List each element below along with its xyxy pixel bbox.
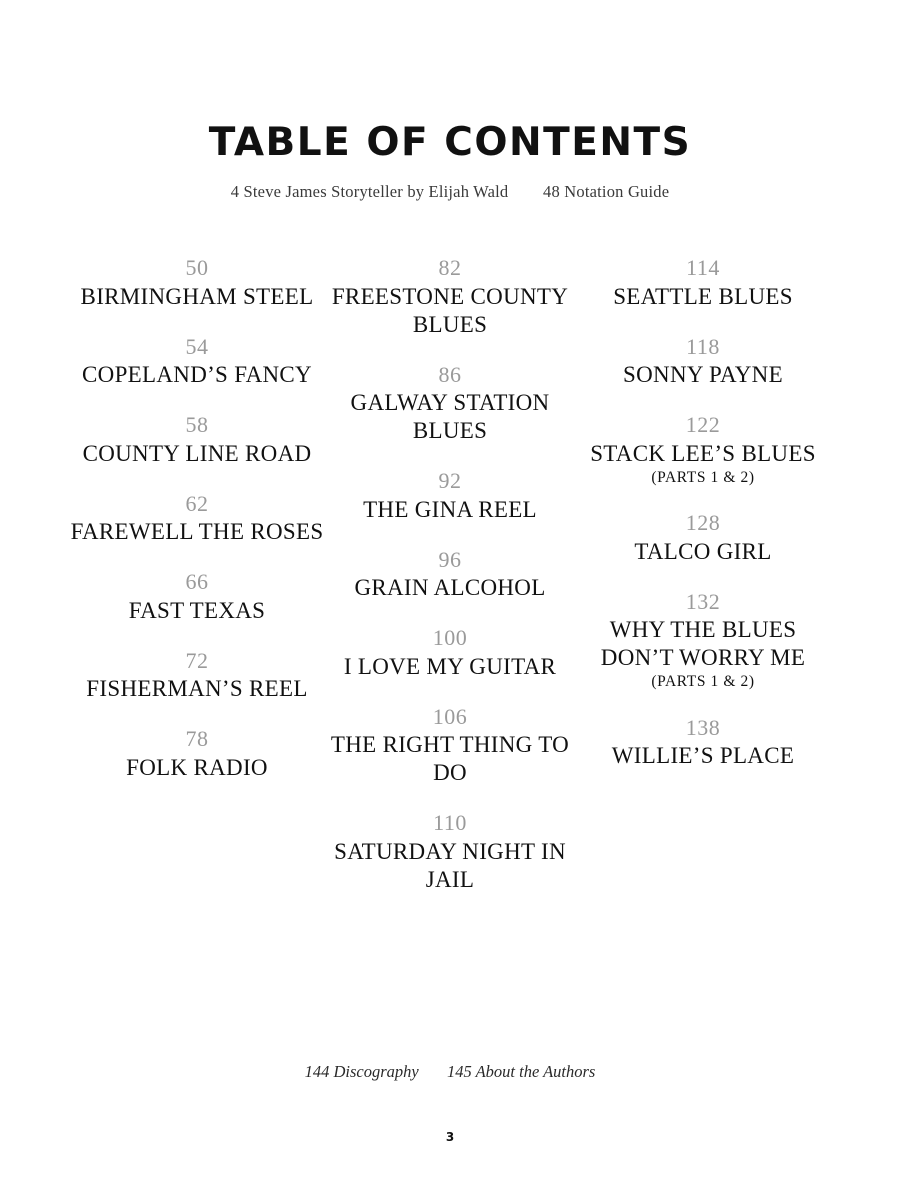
toc-entry-page: 138: [685, 714, 721, 740]
toc-columns: [0, 254, 900, 916]
toc-entry-page: 58: [185, 412, 209, 438]
toc-column-2: [324, 254, 577, 916]
toc-entry-title: SATURDAY NIGHT IN JAIL: [334, 838, 566, 892]
toc-entry[interactable]: [324, 361, 577, 446]
toc-entry-title: FAST TEXAS: [128, 597, 266, 623]
header-subline: [0, 182, 900, 202]
toc-entry[interactable]: [577, 411, 830, 487]
toc-column-3: [577, 254, 830, 793]
footer-note-right[interactable]: 145 About the Authors: [447, 1062, 596, 1081]
toc-entry-title: COPELAND’S FANCY: [82, 362, 312, 388]
toc-entry-page: 110: [433, 810, 467, 836]
toc-entry[interactable]: [324, 546, 577, 603]
toc-entry-title: GRAIN ALCOHOL: [354, 575, 546, 601]
toc-entry[interactable]: [71, 647, 324, 704]
toc-entry[interactable]: [324, 467, 577, 524]
toc-entry-page: 82: [438, 255, 462, 280]
toc-entry-page: 72: [185, 647, 209, 673]
toc-entry-page: 106: [432, 703, 468, 729]
subline-left: 4 Steve James Storyteller by Elijah Wald: [230, 182, 509, 201]
toc-entry-page: 96: [438, 546, 462, 572]
toc-entry-title: COUNTY LINE ROAD: [82, 440, 312, 466]
toc-entry[interactable]: [324, 624, 577, 681]
toc-entry-title: I LOVE MY GUITAR: [343, 653, 557, 679]
toc-entry[interactable]: [71, 333, 324, 390]
toc-entry-title: STACK LEE’S BLUES: [590, 440, 816, 466]
toc-entry-title: FREESTONE COUNTY BLUES: [331, 283, 569, 337]
toc-entry[interactable]: [71, 411, 324, 468]
toc-entry-title: FISHERMAN’S REEL: [86, 676, 308, 702]
toc-entry[interactable]: [577, 588, 830, 692]
subline-right: 48 Notation Guide: [543, 182, 670, 201]
toc-entry-page: 86: [438, 361, 462, 387]
toc-entry[interactable]: [324, 254, 577, 339]
footer-note: [0, 1062, 900, 1082]
toc-entry-title: FAREWELL THE ROSES: [70, 519, 324, 545]
toc-entry-page: 132: [685, 588, 721, 614]
toc-entry-title: THE GINA REEL: [363, 496, 537, 522]
toc-entry-title: BIRMINGHAM STEEL: [80, 283, 314, 309]
toc-entry-page: 122: [685, 412, 721, 438]
toc-column-1: [71, 254, 324, 804]
toc-entry-page: 114: [686, 255, 720, 280]
toc-entry-title: WHY THE BLUES DON’T WORRY ME: [600, 617, 806, 671]
toc-entry-title: THE RIGHT THING TO DO: [330, 732, 570, 786]
toc-entry-note: (PARTS 1 & 2): [651, 468, 755, 486]
toc-entry-page: 92: [438, 468, 462, 494]
toc-entry[interactable]: [324, 809, 577, 894]
toc-entry[interactable]: [577, 714, 830, 771]
toc-entry[interactable]: [577, 333, 830, 390]
toc-entry-note: (PARTS 1 & 2): [651, 673, 755, 691]
toc-entry[interactable]: [577, 509, 830, 566]
toc-entry-page: 66: [185, 569, 209, 595]
page-folio: 3: [445, 1130, 455, 1144]
toc-entry-title: SONNY PAYNE: [623, 362, 783, 388]
toc-entry-title: TALCO GIRL: [634, 538, 772, 564]
toc-entry[interactable]: [577, 254, 830, 311]
footer-note-left[interactable]: 144 Discography: [304, 1062, 419, 1081]
toc-entry[interactable]: [71, 568, 324, 625]
toc-entry-page: 100: [432, 625, 468, 651]
toc-entry-page: 50: [185, 255, 209, 280]
toc-entry-title: WILLIE’S PLACE: [611, 743, 795, 769]
toc-entry[interactable]: [71, 254, 324, 311]
toc-entry-title: GALWAY STATION BLUES: [350, 390, 550, 444]
toc-entry-page: 78: [185, 726, 209, 752]
toc-entry[interactable]: [324, 703, 577, 788]
toc-entry-title: SEATTLE BLUES: [613, 283, 793, 309]
toc-entry-page: 62: [185, 490, 209, 516]
toc-entry-page: 128: [685, 510, 721, 536]
toc-entry-page: 54: [185, 333, 209, 359]
toc-entry-page: 118: [686, 333, 720, 359]
toc-entry-title: FOLK RADIO: [126, 754, 268, 780]
page-title: TABLE OF CONTENTS: [208, 120, 692, 165]
toc-entry[interactable]: [71, 725, 324, 782]
toc-entry[interactable]: [71, 490, 324, 547]
